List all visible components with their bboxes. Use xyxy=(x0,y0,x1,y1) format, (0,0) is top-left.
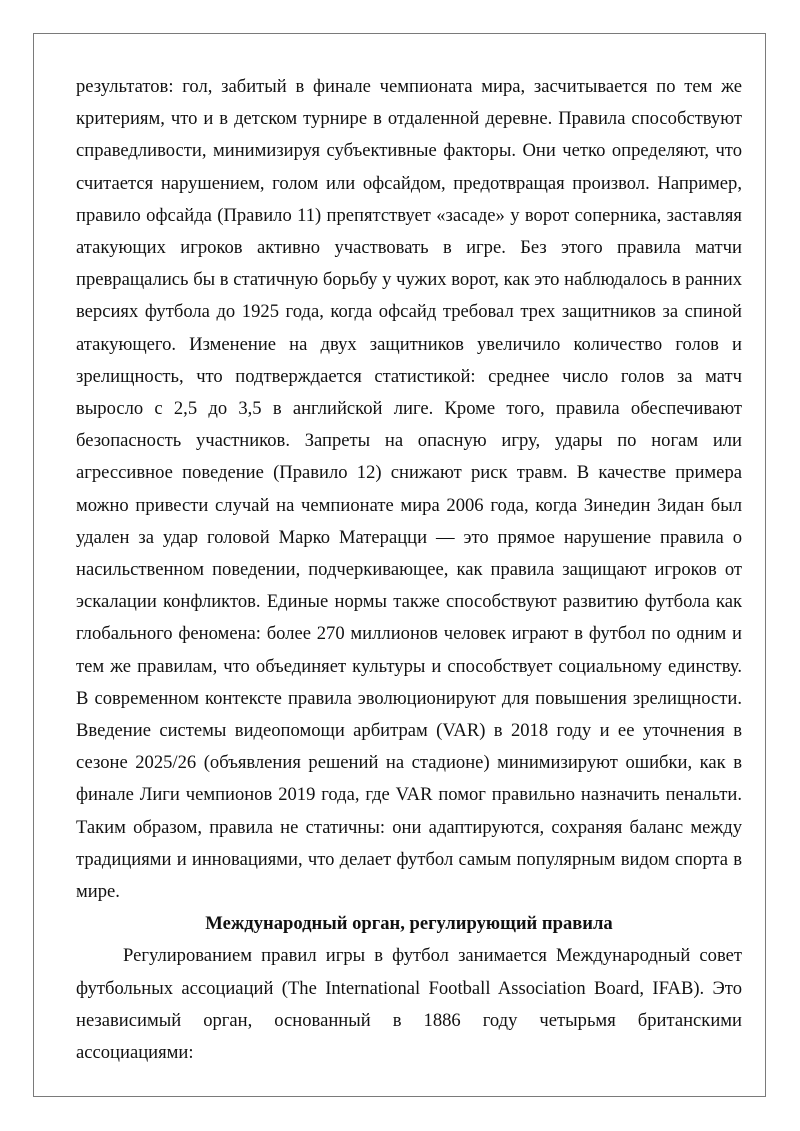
section-heading: Международный орган, регулирующий правила xyxy=(205,913,613,935)
body-paragraph: результатов: гол, забитый в финале чемпионата мира, засчитывается по тем же критериям, что и в детском турнире в отдаленной деревне. Правила способствуют справедливости, минимизируя субъективные факторы. Они четко определяют, что считается нарушением, голом или офсайдом, предотвращая произвол. Например, правило офсайда (Правило 11) препятствует «засаде» у ворот соперника, заставляя атакующих игроков активно участвовать в игре. Без этого правила матчи превращались бы в статичную борьбу у чужих ворот, как это наблюдалось в ранних версиях футбола до 1925 года, когда офсайд требовал трех защитников за спиной атакующего. Изменение на двух защитников увеличило количество голов и зрелищность, что подтверждается статистикой: среднее число голов за матч выросло с 2,5 до 3,5 в английской лиге. Кроме того, правила обеспечивают безопасность участников. Запреты на опасную игру, удары по ногам или агрессивное поведение (Правило 12) снижают риск травм. В качестве примера можно привести случай на чемпионате мира 2006 года, когда Зинедин Зидан был удален за удар головой Марко Матерацци — это прямое нарушение правила о насильственном поведении, подчеркивающее, как правила защищают игроков от эскалации конфликтов. Единые нормы также способствуют развитию футбола как глобального феномена: более 270 миллионов человек играют в футбол по одним и тем же правилам, что объединяет культуры и способствует социальному единству. В современном контексте правила эволюционируют для повышения зрелищности. Введение системы видеопомощи арбитрам (VAR) в 2018 году и ее уточнения в сезоне 2025/26 (объявления решений на стадионе) минимизируют ошибки, как в финале Лиги чемпионов 2019 года, где VAR помог правильно назначить пенальти. Таким образом, правила не статичны: они адаптируются, сохраняя баланс между традициями и инновациями, что делает футбол самым популярным видом спорта в мире. xyxy=(76,76,742,903)
body-paragraph: Регулированием правил игры в футбол занимается Международный совет футбольных ассоциаций (The International Football Association Board, IFAB). Это независимый орган, основанный в 1886 году четырьмя британскими ассоциациями: xyxy=(76,945,742,1064)
document-body xyxy=(76,71,742,1069)
